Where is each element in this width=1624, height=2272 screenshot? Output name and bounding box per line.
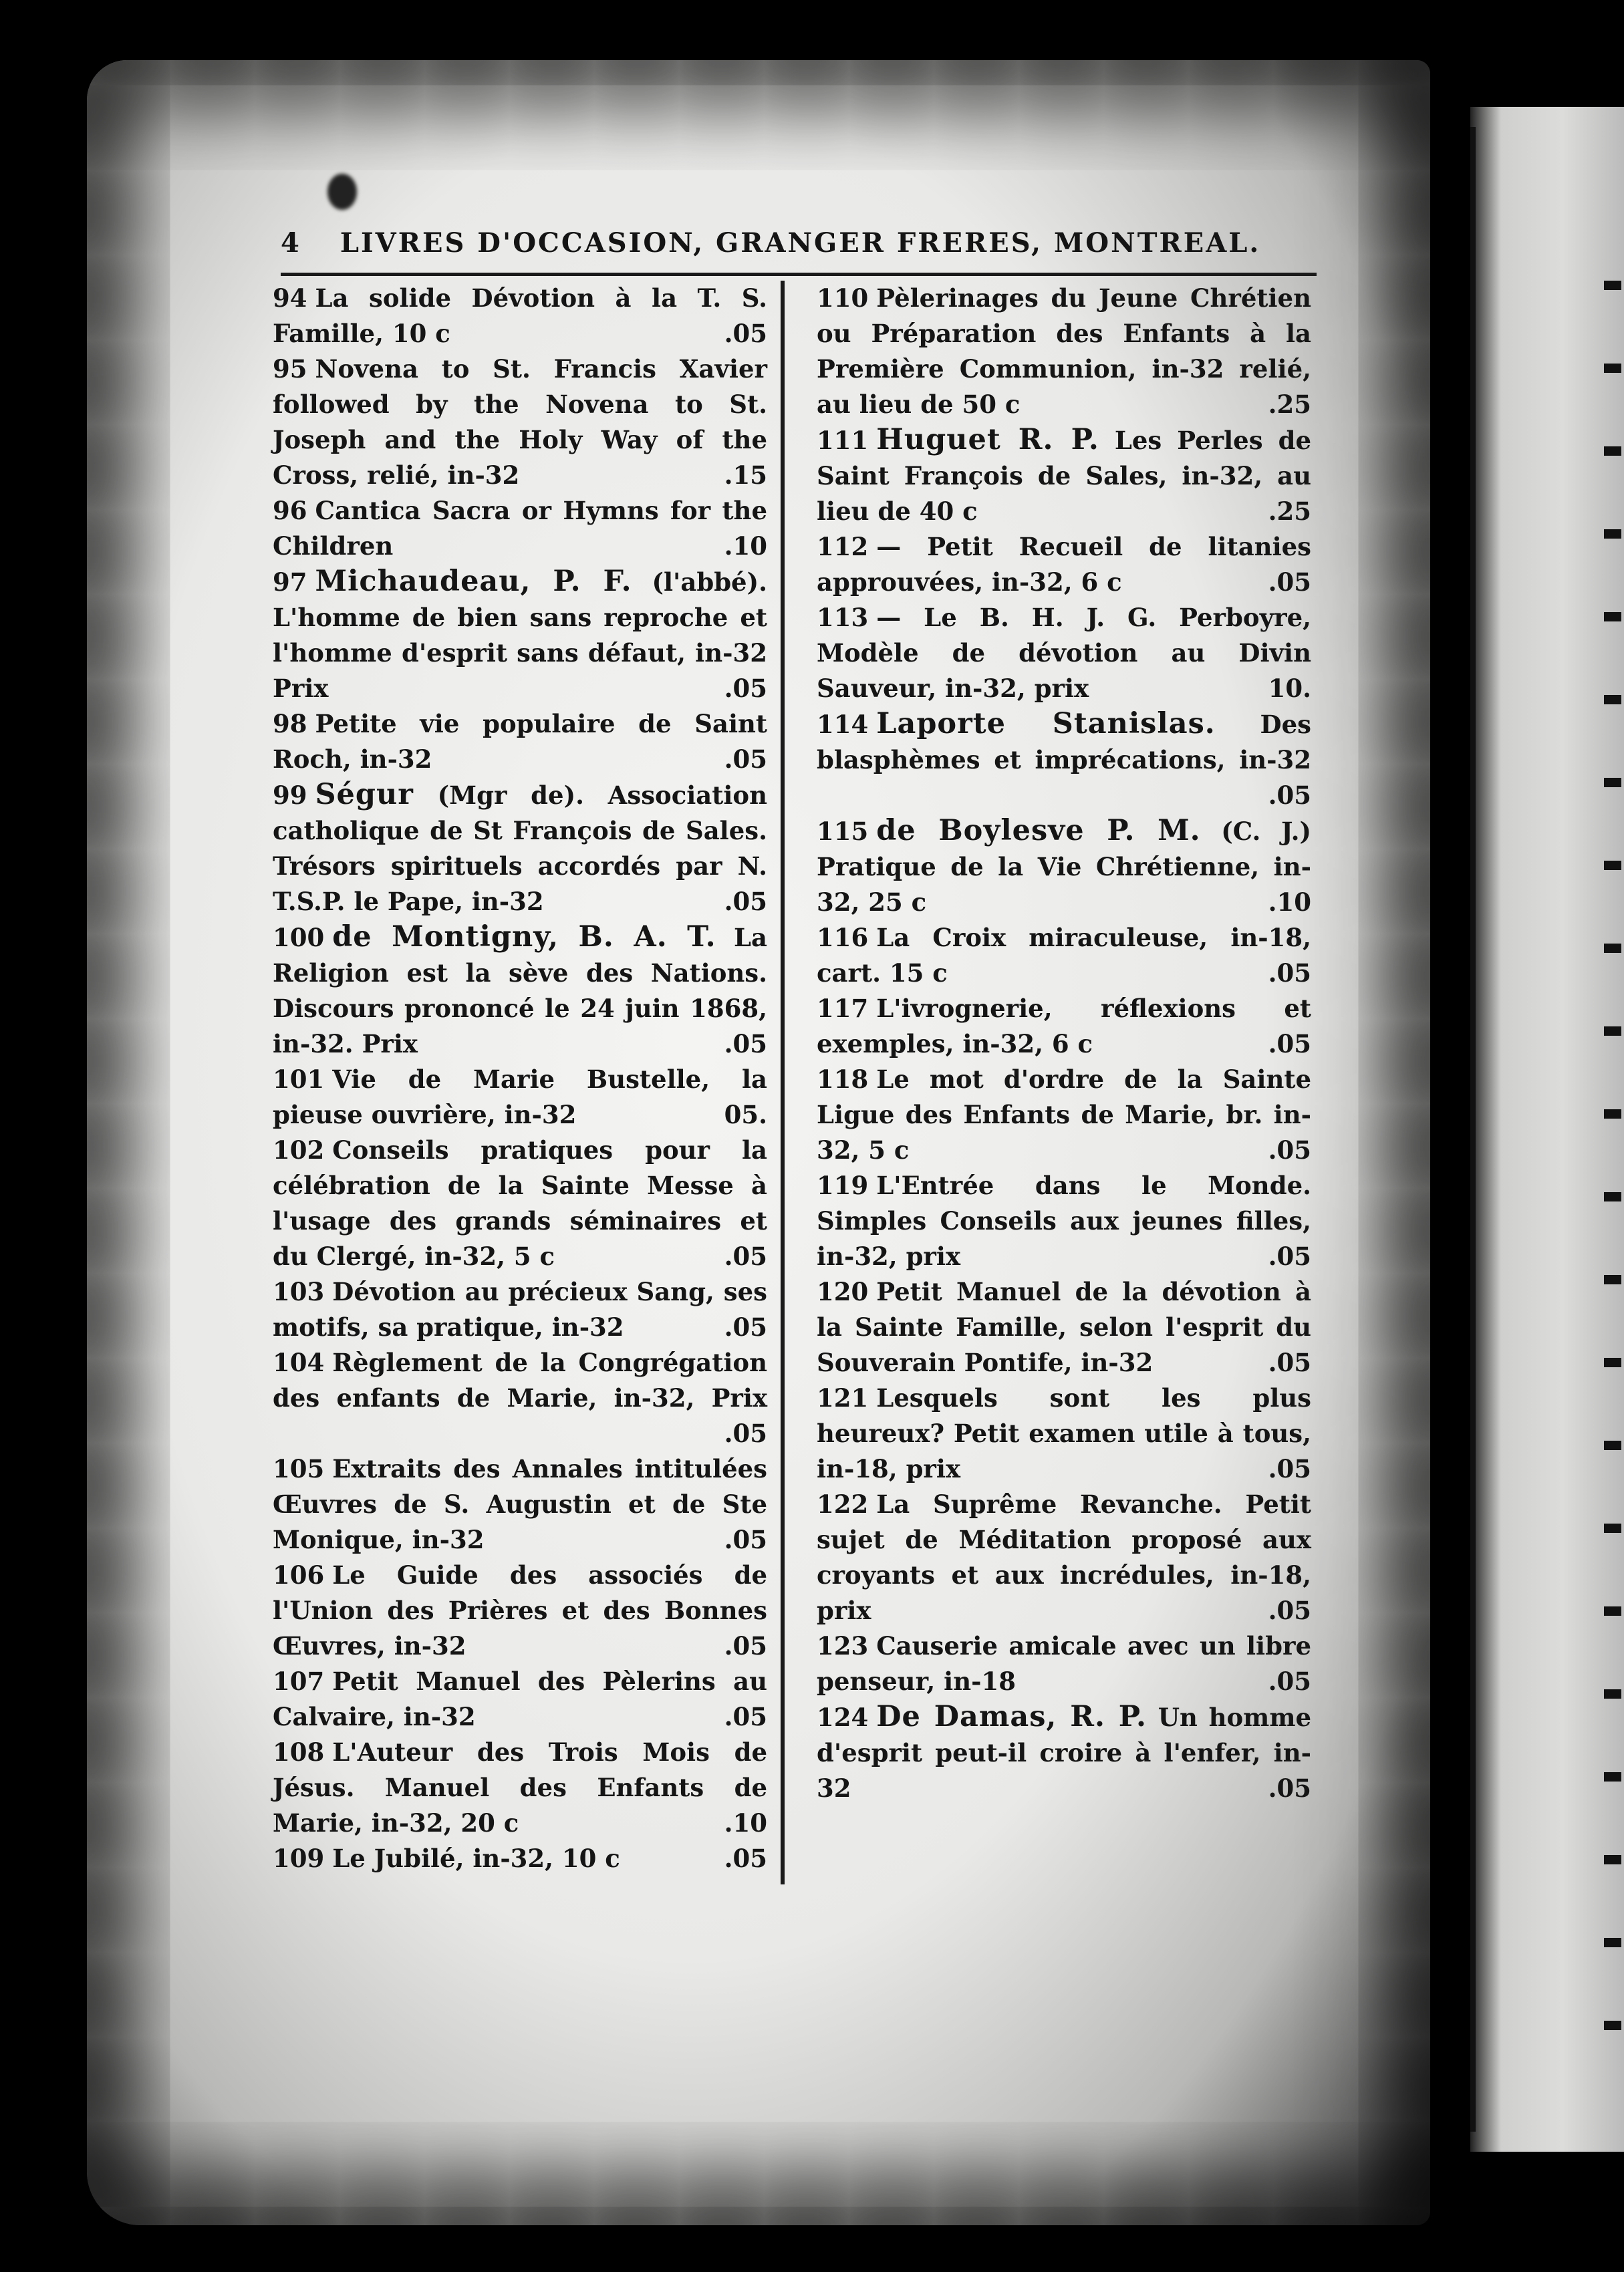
entry-number: 110 <box>817 283 869 313</box>
catalog-entry <box>273 351 767 493</box>
facing-page-edge <box>1470 107 1624 2152</box>
entry-body <box>273 281 767 351</box>
entry-number: 95 <box>273 354 307 384</box>
entry-body <box>817 920 1311 991</box>
catalog-entry <box>817 1699 1311 1806</box>
catalog-entry <box>273 493 767 564</box>
entry-price: .05 <box>1268 1596 1311 1625</box>
page-number: 4 <box>281 227 300 259</box>
catalog-entry <box>817 1274 1311 1381</box>
entry-title: Extraits des Annales intitulées Œuvres de S. Augustin et de Ste Monique, in-32 <box>273 1454 767 1554</box>
catalog-entry <box>817 1628 1311 1699</box>
entry-body <box>273 1841 767 1876</box>
entry-body <box>273 351 767 493</box>
entry-price: .05 <box>724 1312 767 1342</box>
catalog-entry <box>273 1451 767 1558</box>
entry-title: La Suprême Revanche. Petit sujet de Méditation proposé aux croyants et aux incrédules, in-18, prix <box>817 1489 1311 1625</box>
entry-body <box>273 706 767 777</box>
entry-number: 116 <box>817 923 869 952</box>
entry-title: L'ivrognerie, réflexions et exemples, in-32, 6 c <box>817 994 1311 1058</box>
entry-number: 117 <box>817 994 869 1023</box>
entry-body <box>273 1558 767 1664</box>
entry-author: Huguet R. P. <box>876 423 1099 456</box>
entry-body <box>817 1381 1311 1487</box>
catalog-entry <box>273 1345 767 1451</box>
catalog-entry <box>817 600 1311 706</box>
catalog-entry <box>273 1062 767 1133</box>
ink-blot <box>327 174 357 210</box>
entry-body <box>817 1699 1311 1806</box>
entry-number: 103 <box>273 1277 325 1306</box>
running-header <box>281 227 1310 259</box>
entry-author: De Damas, R. P. <box>876 1700 1147 1733</box>
entry-number: 98 <box>273 709 307 738</box>
page-gutter <box>1470 127 1476 2132</box>
entry-body <box>273 1451 767 1558</box>
header-rule <box>281 273 1317 276</box>
entry-title: Conseils pratiques pour la célébration de la Sainte Messe à l'usage des grands séminaires et du Clergé, in-32, 5 c <box>273 1135 767 1271</box>
entry-body <box>273 1345 767 1451</box>
entry-number: 122 <box>817 1489 869 1519</box>
entry-price: .05 <box>1268 1135 1311 1165</box>
entry-price: .05 <box>1268 1667 1311 1696</box>
catalog-entry <box>817 1487 1311 1628</box>
entry-title: Le mot d'ordre de la Sainte Ligue des Enfants de Marie, br. in-32, 5 c <box>817 1064 1311 1165</box>
entry-body <box>817 529 1311 600</box>
entry-body <box>273 493 767 564</box>
entry-title: — Petit Recueil de litanies approuvées, in-32, 6 c <box>817 532 1311 597</box>
entry-price: .05 <box>1268 1773 1311 1803</box>
entry-number: 105 <box>273 1454 325 1483</box>
entry-price: .15 <box>724 460 767 490</box>
entry-title: (C. J.) Pratique de la Vie Chrétienne, in-32, 25 c <box>817 817 1311 917</box>
entry-price: .05 <box>1268 780 1311 810</box>
entry-title: La Religion est la sève des Nations. Discours prononcé le 24 juin 1868, in-32. Prix <box>273 923 767 1058</box>
entry-price: .05 <box>1268 1029 1311 1058</box>
entry-body <box>817 813 1311 920</box>
entry-price: .05 <box>724 1419 767 1448</box>
entry-title: (l'abbé). L'homme de bien sans reproche et l'homme d'esprit sans défaut, in-32 Prix <box>273 567 767 703</box>
entry-body <box>817 1062 1311 1168</box>
entry-price: .05 <box>724 674 767 703</box>
entry-number: 113 <box>817 603 869 632</box>
entry-price: .05 <box>724 1029 767 1058</box>
entry-body <box>817 1628 1311 1699</box>
entry-price: .05 <box>724 319 767 348</box>
entry-number: 115 <box>817 817 869 846</box>
entry-number: 120 <box>817 1277 869 1306</box>
catalog-entry <box>817 422 1311 529</box>
entry-title: Dévotion au précieux Sang, ses motifs, sa pratique, in-32 <box>273 1277 767 1342</box>
catalog-entry <box>273 1274 767 1345</box>
column-divider <box>781 281 785 1884</box>
entry-price: .05 <box>1268 1454 1311 1483</box>
catalog-entry <box>273 919 767 1062</box>
entry-body <box>273 1133 767 1274</box>
catalog-entry <box>817 529 1311 600</box>
entry-number: 106 <box>273 1560 325 1590</box>
entry-title: Petit Manuel des Pèlerins au Calvaire, in-32 <box>273 1667 767 1731</box>
entry-title: Petit Manuel de la dévotion à la Sainte Famille, selon l'esprit du Souverain Pontife, in-32 <box>817 1277 1311 1377</box>
entry-body <box>273 1664 767 1735</box>
entry-title: Vie de Marie Bustelle, la pieuse ouvrière, in-32 <box>273 1064 767 1129</box>
entry-title: La solide Dévotion à la T. S. Famille, 10 c <box>273 283 767 348</box>
entry-price: .10 <box>724 1808 767 1838</box>
entry-author: de Boylesve P. M. <box>876 814 1201 847</box>
entry-number: 100 <box>273 923 325 952</box>
catalog-entry <box>273 281 767 351</box>
entry-number: 111 <box>817 426 869 455</box>
entry-number: 121 <box>817 1383 869 1413</box>
entry-title: Règlement de la Congrégation des enfants de Marie, in-32, Prix <box>273 1348 767 1413</box>
entry-body <box>817 1168 1311 1274</box>
catalog-entry <box>817 1381 1311 1487</box>
entry-number: 97 <box>273 567 307 597</box>
entry-title: Le Guide des associés de l'Union des Prières et des Bonnes Œuvres, in-32 <box>273 1560 767 1661</box>
entry-title: Des blasphèmes et imprécations, in-32 <box>817 710 1311 774</box>
catalog-entry <box>273 1664 767 1735</box>
entry-title: Un homme d'esprit peut-il croire à l'enfer, in-32 <box>817 1703 1312 1803</box>
entry-price: .10 <box>724 531 767 561</box>
entry-number: 119 <box>817 1171 869 1200</box>
entry-price: .05 <box>724 887 767 916</box>
left-column <box>273 281 767 1876</box>
entry-price: .05 <box>724 1702 767 1731</box>
entry-price: .05 <box>724 744 767 774</box>
entry-body <box>817 1487 1311 1628</box>
entry-body <box>817 281 1311 422</box>
entry-price: 05. <box>724 1100 767 1129</box>
entry-author: Laporte Stanislas. <box>876 707 1216 740</box>
entry-price: .05 <box>1268 958 1311 988</box>
entry-title: Causerie amicale avec un libre penseur, in-18 <box>817 1631 1311 1696</box>
catalog-entry <box>817 991 1311 1062</box>
catalog-entry <box>817 1168 1311 1274</box>
entry-number: 109 <box>273 1844 325 1873</box>
entry-body <box>273 919 767 1062</box>
entry-body <box>273 1735 767 1841</box>
entry-price: .25 <box>1268 496 1311 526</box>
entry-title: L'Entrée dans le Monde. Simples Conseils aux jeunes filles, in-32, prix <box>817 1171 1311 1271</box>
entry-title: Lesquels sont les plus heureux? Petit examen utile à tous, in-18, prix <box>817 1383 1311 1483</box>
entry-number: 112 <box>817 532 869 561</box>
entry-price: .05 <box>1268 1348 1311 1377</box>
catalog-entry <box>273 1133 767 1274</box>
entry-price: .05 <box>724 1525 767 1554</box>
entry-price: .10 <box>1268 887 1311 917</box>
entry-number: 123 <box>817 1631 869 1661</box>
catalog-entry <box>817 813 1311 920</box>
running-title: LIVRES D'OCCASION, GRANGER FRERES, MONTREAL. <box>340 227 1261 259</box>
entry-price: .05 <box>724 1631 767 1661</box>
right-column <box>817 281 1311 1806</box>
entry-title: Le Jubilé, in-32, 10 c <box>332 1844 620 1873</box>
entry-author: de Montigny, B. A. T. <box>332 920 716 954</box>
entry-body <box>273 1274 767 1345</box>
entry-title: La Croix miraculeuse, in-18, cart. 15 c <box>817 923 1311 988</box>
entry-title: — Le B. H. J. G. Perboyre, Modèle de dévotion au Divin Sauveur, in-32, prix <box>817 603 1311 703</box>
entry-number: 101 <box>273 1064 325 1094</box>
entry-title: Petite vie populaire de Saint Roch, in-32 <box>273 709 767 774</box>
entry-number: 94 <box>273 283 307 313</box>
entry-price: .25 <box>1268 390 1311 419</box>
entry-body <box>273 1062 767 1133</box>
entry-body <box>817 600 1311 706</box>
entry-body <box>273 777 767 919</box>
catalog-entry <box>817 1062 1311 1168</box>
entry-number: 102 <box>273 1135 325 1165</box>
entry-price: .05 <box>724 1844 767 1873</box>
facing-page-text-fragments <box>1604 281 1624 2104</box>
entry-title: Les Perles de Saint François de Sales, in-32, au lieu de 40 c <box>817 426 1311 526</box>
catalog-entry <box>273 1841 767 1876</box>
entry-body <box>817 422 1311 529</box>
catalog-entry <box>817 920 1311 991</box>
entry-body <box>817 991 1311 1062</box>
entry-title: Cantica Sacra or Hymns for the Children <box>273 496 767 561</box>
catalog-entry <box>273 1735 767 1841</box>
entry-body <box>273 564 767 706</box>
entry-number: 99 <box>273 780 307 810</box>
catalog-entry <box>273 564 767 706</box>
entry-number: 107 <box>273 1667 325 1696</box>
entry-author: Ségur <box>315 778 414 811</box>
entry-number: 118 <box>817 1064 869 1094</box>
catalog-entry <box>817 281 1311 422</box>
entry-price: .05 <box>1268 567 1311 597</box>
entry-number: 108 <box>273 1737 325 1767</box>
entry-body <box>817 706 1311 813</box>
catalog-entry <box>273 706 767 777</box>
entry-title: (Mgr de). Association catholique de St François de Sales. Trésors spirituels accordés par N. T.S.P. le Pape, in-32 <box>273 780 767 916</box>
entry-price: .05 <box>724 1242 767 1271</box>
entry-author: Michaudeau, P. F. <box>315 565 632 598</box>
catalog-entry <box>273 1558 767 1664</box>
entry-number: 104 <box>273 1348 325 1377</box>
entry-price: .05 <box>1268 1242 1311 1271</box>
entry-number: 124 <box>817 1703 869 1732</box>
catalog-entry <box>273 777 767 919</box>
entry-title: Novena to St. Francis Xavier followed by the Novena to St. Joseph and the Holy Way of the Cross, relié, in-32 <box>273 354 767 490</box>
entry-price: 10. <box>1268 674 1311 703</box>
catalog-entry <box>817 706 1311 813</box>
entry-body <box>817 1274 1311 1381</box>
entry-title: L'Auteur des Trois Mois de Jésus. Manuel des Enfants de Marie, in-32, 20 c <box>273 1737 767 1838</box>
entry-number: 114 <box>817 710 869 739</box>
entry-title: Pèlerinages du Jeune Chrétien ou Préparation des Enfants à la Première Communion, in-32 relié, au lieu de 50 c <box>817 283 1311 419</box>
entry-number: 96 <box>273 496 307 525</box>
